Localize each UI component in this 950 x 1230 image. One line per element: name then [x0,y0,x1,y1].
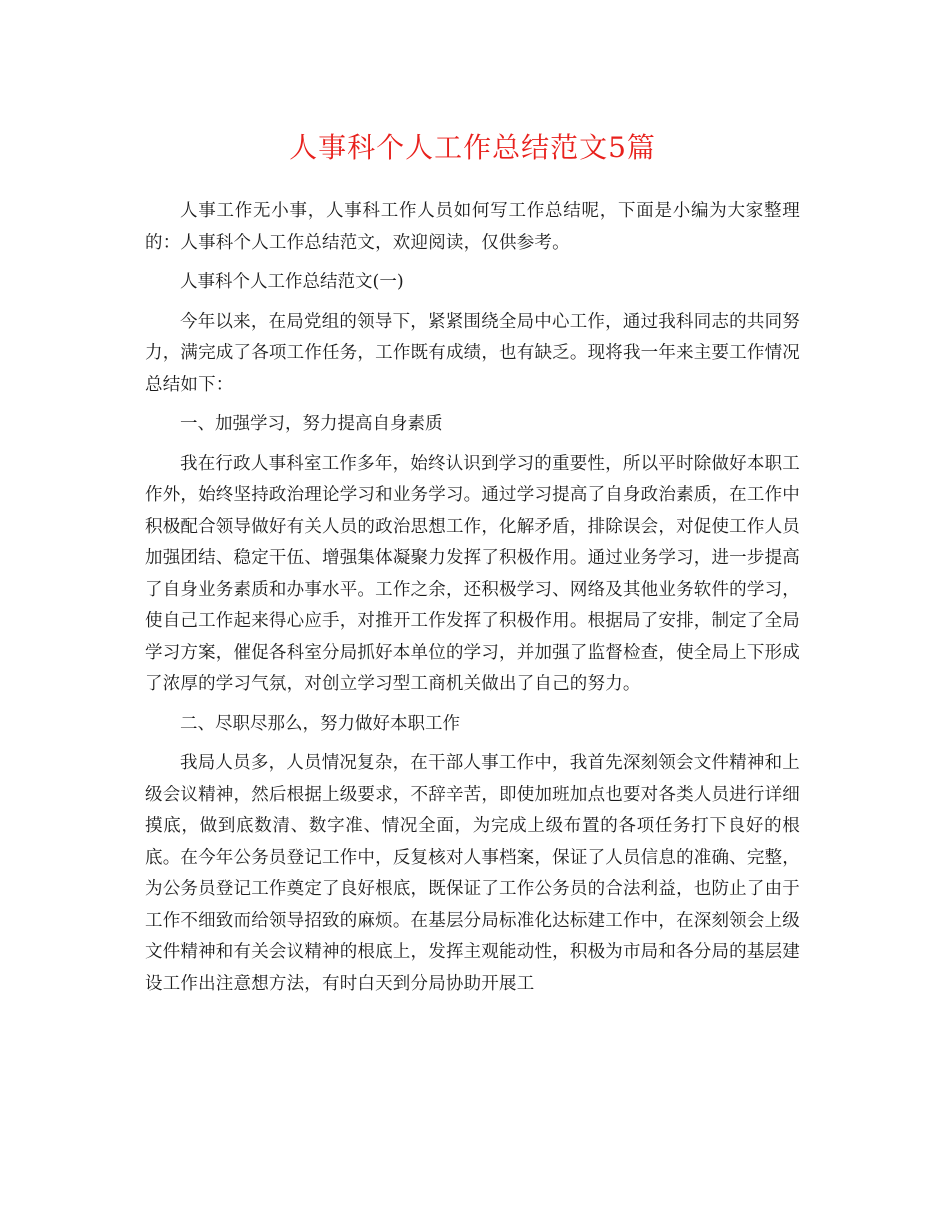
heading-1: 一、加强学习，努力提高自身素质 [180,414,443,434]
paragraph-3: 我局人员多，人员情况复杂，在干部人事工作中，我首先深刻领会文件精神和上级会议精神，然后根据上级要求，不辞辛苦，即使加班加点也要对各类人员进行详细摸底，做到底数清、数字准、情况全面，为完成上级布置的各项任务打下良好的根底。在今年公务员登记工作中，反复核对人事档案，保证了人员信息的准确、完整，为公务员登记工作奠定了良好根底，既保证了工作公务员的合法利益，也防止了由于工作不细致而给领导招致的麻烦。在基层分局标准化达标建工作中，在深刻领会上级文件精神和有关会议精神的根底上，发挥主观能动性，积极为市局和各分局的基层建设工作出注意想方法，有时白天到分局协助开展工 [145,753,800,994]
document-page [145,128,800,1000]
paragraph-2: 我在行政人事科室工作多年，始终认识到学习的重要性，所以平时除做好本职工作外，始终坚持政治理论学习和业务学习。通过学习提高了自身政治素质，在工作中积极配合领导做好有关人员的政治思想工作，化解矛盾，排除误会，对促使工作人员加强团结、稳定干伍、增强集体凝聚力发挥了积极作用。通过业务学习，进一步提高了自身业务素质和办事水平。工作之余，还积极学习、网络及其他业务软件的学习，使自己工作起来得心应手，对推开工作发挥了积极作用。根据局了安排，制定了全局学习方案，催促各科室分局抓好本单位的学习，并加强了监督检查，使全局上下形成了浓厚的学习气氛，对创立学习型工商机关做出了自己的努力。 [145,453,800,694]
intro-paragraph: 人事工作无小事，人事科工作人员如何写工作总结呢，下面是小编为大家整理的：人事科个人工作总结范文，欢迎阅读，仅供参考。 [145,201,800,253]
heading-2: 二、尽职尽那么，努力做好本职工作 [180,713,460,734]
section-title: 人事科个人工作总结范文(一) [180,272,404,292]
paragraph-1: 今年以来，在局党组的领导下，紧紧围绕全局中心工作，通过我科同志的共同努力，满完成了各项工作任务，工作既有成绩，也有缺乏。现将我一年来主要工作情况总结如下： [145,311,800,395]
document-title: 人事科个人工作总结范文5篇 [289,131,656,164]
